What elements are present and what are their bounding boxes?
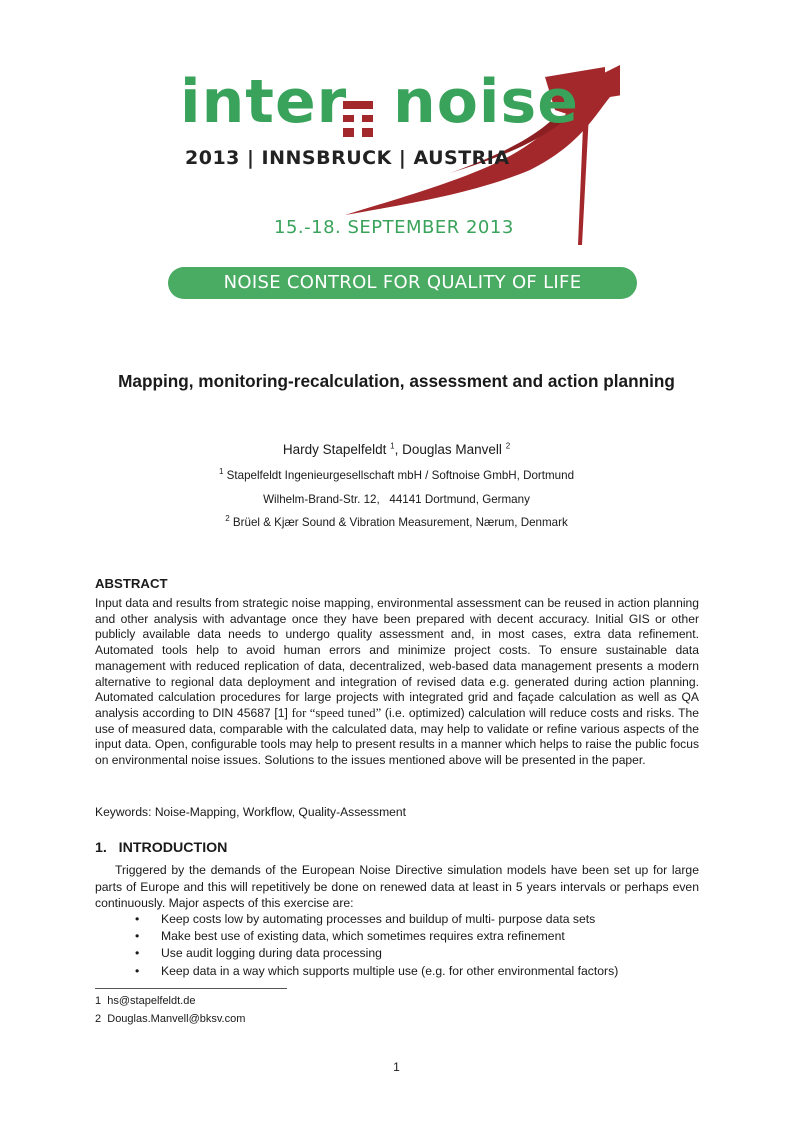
footnote-2 bbox=[95, 1013, 245, 1025]
author-line bbox=[0, 442, 793, 457]
list-item-text: Make best use of existing data, which sometimes requires extra refinement bbox=[161, 928, 565, 943]
bullet-icon: • bbox=[135, 928, 140, 943]
affiliation-2-superscript: 2 bbox=[225, 514, 230, 524]
footnote-1-email-link[interactable]: hs@stapelfeldt.de bbox=[107, 995, 196, 1007]
footnote-1 bbox=[95, 995, 195, 1007]
paper-title: Mapping, monitoring-recalculation, assessment and action planning bbox=[118, 371, 675, 391]
affiliation-1-address bbox=[0, 493, 793, 506]
footnote-divider bbox=[95, 988, 287, 989]
affiliation-2 bbox=[0, 516, 793, 529]
introduction-bullet-list bbox=[135, 910, 705, 979]
abstract-text-part-1: Input data and results from strategic noise mapping, environmental assessment can be reused in action planning and other analysis with advantage once they have been prepared with decent accuracy. Initial GIS or other publicly available data needs to undergo quality assessment and, in most cases, extra data refinement. Automated tools help to avoid human errors and minimize project costs. To ensure sustainable data management with reduced replication of data, decentralized, web-based data management presents a modern alternative to regional data deployment and integration of revised data e.g. generated during action planning. Automated calculation procedures for large projects with integrated grid and façade calculation as well as QA analysis according to DIN 45687 [1] bbox=[95, 596, 699, 720]
author-2-superscript: 2 bbox=[505, 441, 511, 451]
footnote-2-email-link[interactable]: Douglas.Manvell@bksv.com bbox=[107, 1013, 246, 1025]
affiliation-1-text: Stapelfeldt Ingenieurgesellschaft mbH / Softnoise GmbH, Dortmund bbox=[226, 469, 575, 482]
section-heading-introduction: 1. INTRODUCTION bbox=[95, 840, 228, 856]
author-2: Douglas Manvell bbox=[402, 442, 502, 457]
list-item bbox=[135, 910, 705, 927]
logo-dates: 15.-18. SEPTEMBER 2013 bbox=[274, 217, 514, 238]
keywords-line: Keywords: Noise-Mapping, Workflow, Quality-Assessment bbox=[95, 805, 406, 819]
introduction-paragraph: Triggered by the demands of the European Noise Directive simulation models have been set up for large parts of Europe and this will repetitively be done on renewed data at least in 5 years intervals or perhaps even continuously. Major aspects of this exercise are: bbox=[95, 863, 699, 911]
affiliation-1-superscript: 1 bbox=[218, 467, 224, 477]
affiliation-address-text: Wilhelm-Brand-Str. 12, 44141 Dortmund, Germany bbox=[263, 493, 530, 506]
abstract-body bbox=[95, 596, 699, 769]
list-item bbox=[135, 962, 705, 979]
logo-year-location: 2013 | INNSBRUCK | AUSTRIA bbox=[185, 147, 510, 169]
conference-logo bbox=[150, 55, 620, 255]
abstract-text-part-3: (i.e. optimized) calculation will reduce costs and risks. The use of measured data, comparable with the calculated data, may help to validate or refine various aspects of the input data. Open, configurable tools may help to present results in a manner which helps to raise the public focus on environmental noise issues. Solutions to the issues mentioned above will be presented in the paper. bbox=[95, 705, 699, 768]
list-item-text: Keep costs low by automating processes and buildup of multi- purpose data sets bbox=[161, 911, 596, 926]
author-1-superscript: 1 bbox=[390, 441, 395, 451]
bullet-icon: • bbox=[135, 946, 140, 961]
bullet-icon: • bbox=[135, 963, 140, 978]
list-item-text: Keep data in a way which supports multiple use (e.g. for other environmental factors) bbox=[161, 963, 619, 978]
logo-word-noise: noise bbox=[393, 67, 579, 137]
emblem-icon bbox=[343, 101, 373, 137]
author-separator: , bbox=[394, 442, 403, 457]
page-number: 1 bbox=[393, 1060, 400, 1074]
affiliation-2-text: Brüel & Kjær Sound & Vibration Measurement, Nærum, Denmark bbox=[232, 516, 568, 529]
list-item-text: Use audit logging during data processing bbox=[161, 946, 382, 961]
introduction-body bbox=[95, 862, 699, 912]
affiliation-1 bbox=[0, 469, 793, 482]
bullet-icon: • bbox=[135, 911, 140, 926]
list-item bbox=[135, 927, 705, 944]
author-1: Hardy Stapelfeldt bbox=[282, 442, 387, 457]
logo-word-inter: inter bbox=[180, 67, 348, 137]
list-item bbox=[135, 945, 705, 962]
abstract-heading: ABSTRACT bbox=[95, 576, 168, 591]
footnote-1-number: 1 bbox=[95, 995, 102, 1007]
abstract-text-part-2: for “speed tuned” bbox=[291, 705, 382, 720]
footnote-2-number: 2 bbox=[95, 1013, 102, 1025]
conference-theme-banner: NOISE CONTROL FOR QUALITY OF LIFE bbox=[168, 267, 637, 299]
